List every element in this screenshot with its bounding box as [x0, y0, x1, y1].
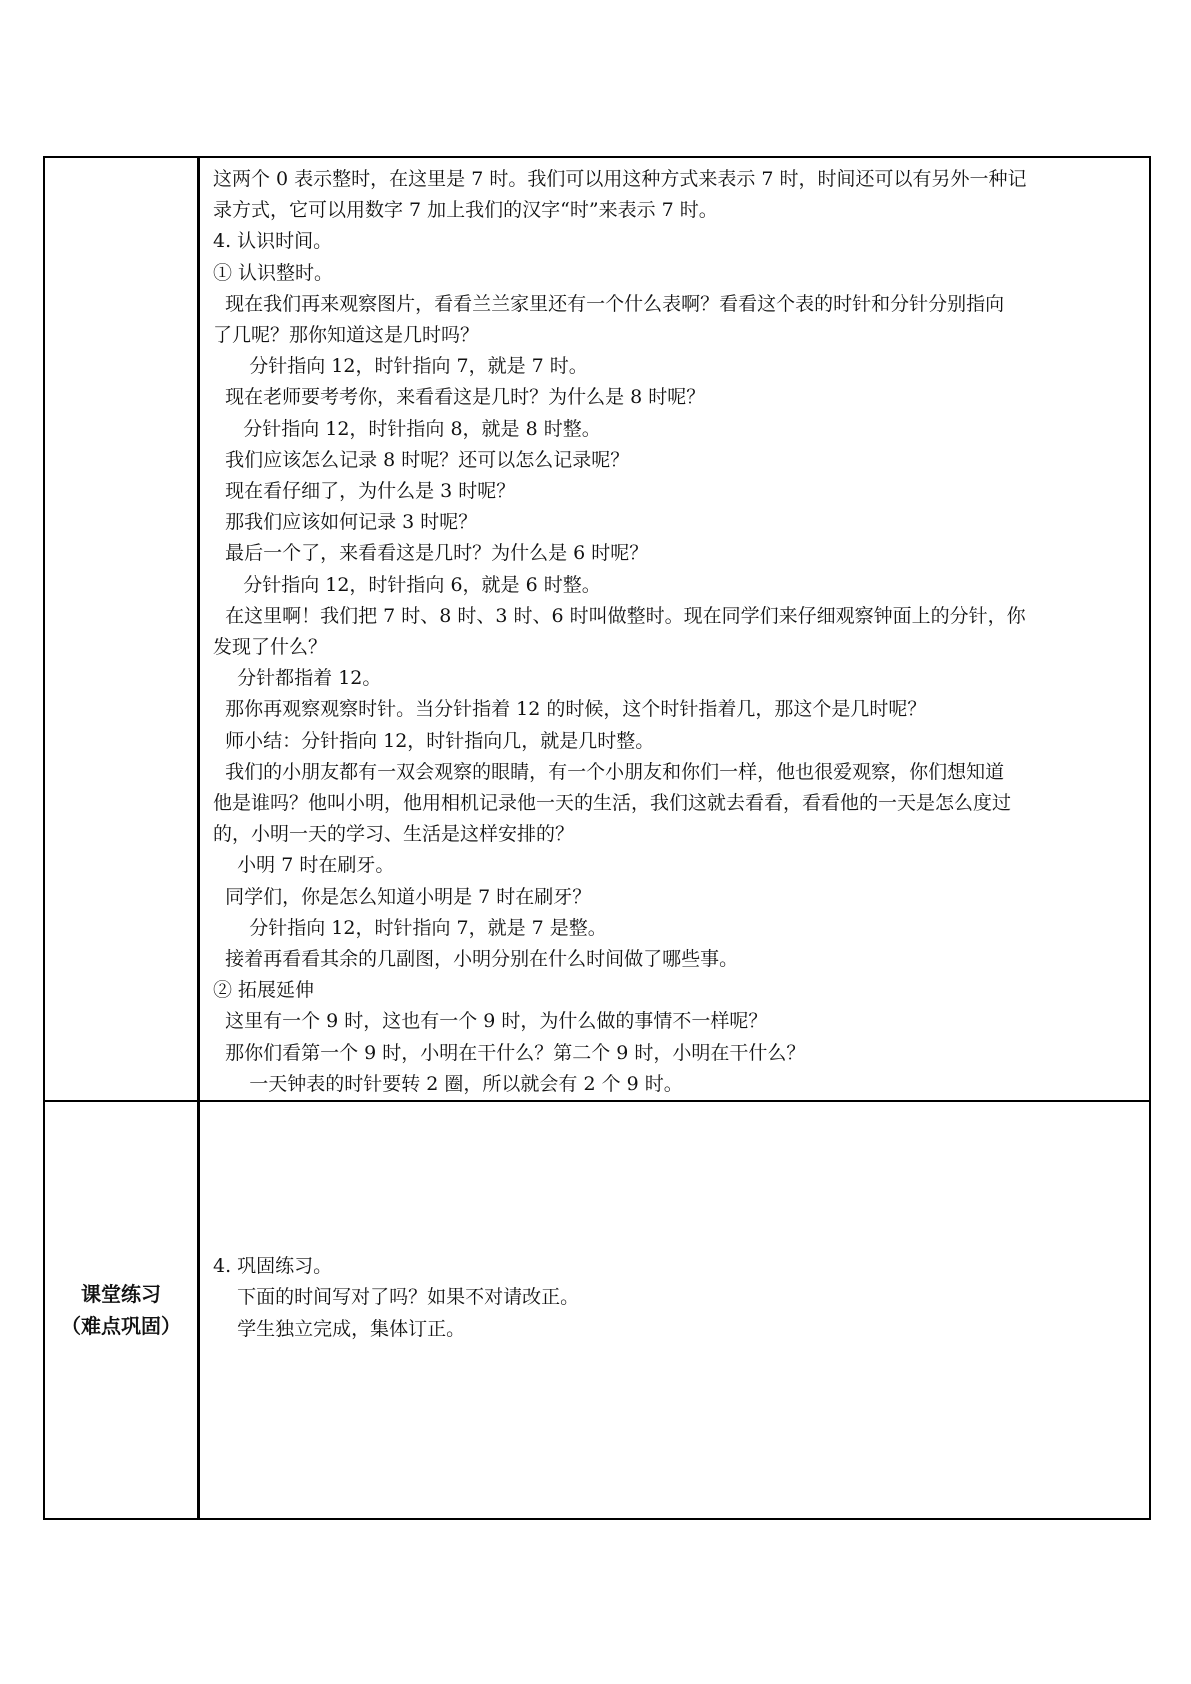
- lesson-plan-table: [43, 156, 1151, 1520]
- content-line: 的，小明一天的学习、生活是这样安排的？: [213, 823, 575, 846]
- content-line: 我们的小朋友都有一双会观察的眼睛，有一个小朋友和你们一样，他也很爱观察，你们想知道: [213, 760, 1005, 783]
- content-line: 分针都指着 12。: [213, 667, 382, 690]
- lesson-content: [200, 158, 1149, 1100]
- content-line: 分针指向 12，时针指向 6，就是 6 时整。: [213, 573, 601, 596]
- section-label: [45, 1102, 197, 1518]
- content-line: 分针指向 12，时针指向 8，就是 8 时整。: [213, 417, 601, 440]
- content-line: 这两个 0 表示整时，在这里是 7 时。我们可以用这种方式来表示 7 时，时间还可以有另外一种记: [213, 168, 1027, 190]
- content-line: 分针指向 12，时针指向 7，就是 7 时。: [213, 355, 588, 378]
- content-line: 那我们应该如何记录 3 时呢？: [213, 511, 478, 534]
- content-line: 这里有一个 9 时，这也有一个 9 时，为什么做的事情不一样呢？: [213, 1010, 768, 1033]
- content-line: 小明 7 时在刷牙。: [213, 854, 395, 877]
- content-line: 分针指向 12，时针指向 7，就是 7 是整。: [213, 916, 607, 939]
- section-label-subtitle: （难点巩固）: [61, 1314, 181, 1339]
- content-line: ① 认识整时。: [213, 261, 334, 284]
- section-label-title: 课堂练习: [81, 1282, 161, 1307]
- content-line: 那你们看第一个 9 时，小明在干什么？第二个 9 时，小明在干什么？: [213, 1041, 806, 1064]
- content-line: 了几呢？那你知道这是几时吗？: [213, 324, 480, 347]
- content-line: 接着再看看其余的几副图，小明分别在什么时间做了哪些事。: [213, 948, 739, 971]
- content-line: 现在看仔细了，为什么是 3 时呢？: [213, 480, 516, 503]
- section-label-cell-empty: [44, 157, 199, 1101]
- content-line: 同学们，你是怎么知道小明是 7 时在刷牙？: [213, 885, 592, 908]
- content-line: 在这里啊！我们把 7 时、8 时、3 时、6 时叫做整时。现在同学们来仔细观察钟面上的分针，你: [213, 604, 1026, 627]
- content-line: 录方式，它可以用数字 7 加上我们的汉字“时”来表示 7 时。: [213, 199, 718, 222]
- content-line: 4. 认识时间。: [213, 230, 333, 253]
- exercise-content: [200, 1102, 1149, 1345]
- content-line: 师小结：分针指向 12，时针指向几，就是几时整。: [213, 729, 655, 752]
- content-line: ② 拓展延伸: [213, 979, 315, 1002]
- exercise-row: [44, 1101, 1150, 1519]
- content-line: 发现了什么？: [213, 636, 328, 659]
- exercise-line: 4. 巩固练习。: [213, 1255, 333, 1278]
- content-line: 现在我们再来观察图片，看看兰兰家里还有一个什么表啊？看看这个表的时针和分针分别指向: [213, 292, 1005, 315]
- content-line: 他是谁吗？他叫小明，他用相机记录他一天的生活，我们这就去看看，看看他的一天是怎么度过: [213, 792, 1012, 815]
- lesson-row-continued: [44, 157, 1150, 1101]
- lesson-content-cell: [199, 157, 1151, 1101]
- content-line: 最后一个了，来看看这是几时？为什么是 6 时呢？: [213, 542, 649, 565]
- content-line: 那你再观察观察时针。当分针指着 12 的时候，这个时针指着几，那这个是几时呢？: [213, 698, 927, 721]
- section-label-cell: [44, 1101, 199, 1519]
- content-line: 一天钟表的时针要转 2 圈，所以就会有 2 个 9 时。: [213, 1072, 683, 1095]
- exercise-content-cell: [199, 1101, 1151, 1519]
- content-line: 我们应该怎么记录 8 时呢？还可以怎么记录呢？: [213, 448, 630, 471]
- exercise-line: 学生独立完成，集体订正。: [213, 1317, 466, 1340]
- content-line: 现在老师要考考你，来看看这是几时？为什么是 8 时呢？: [213, 386, 706, 409]
- exercise-line: 下面的时间写对了吗？如果不对请改正。: [213, 1286, 580, 1309]
